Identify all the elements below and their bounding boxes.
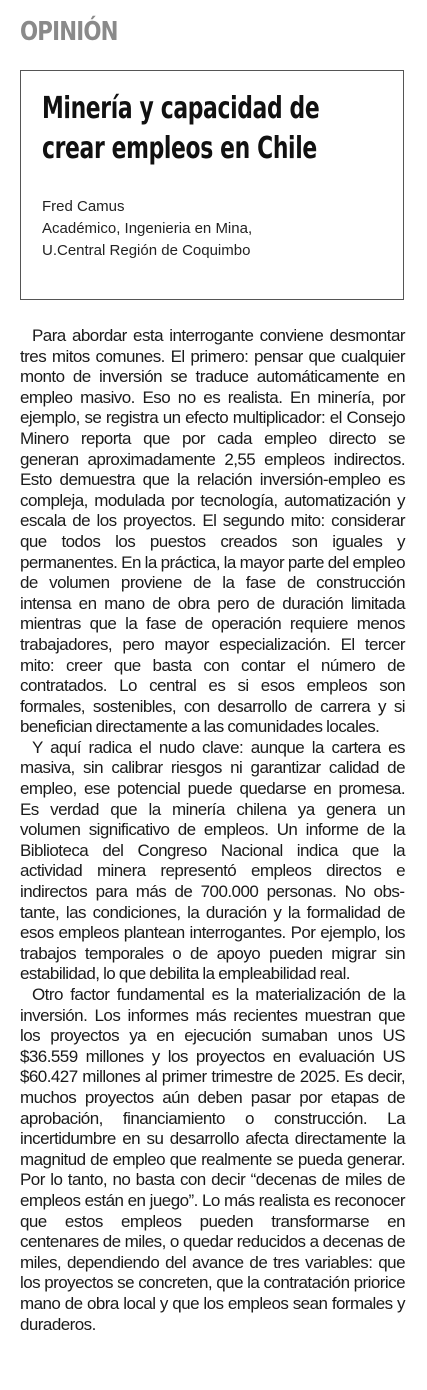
headline-line-2: crear empleos en Chile: [42, 131, 317, 166]
headline-box: [20, 70, 404, 300]
article-body: [20, 326, 405, 1335]
section-label: OPINIÓN: [20, 17, 118, 47]
paragraph-1: Para abordar esta interrogante conviene desmontar tres mitos comunes. El primero: pensar que cualquier monto de inversión se traduce automáticamente en empleo masivo. Eso no es realista. En minería, por ejemplo, se registra un efecto multiplicador: el Consejo Minero reporta que por cada empleo directo se generan aproximadamente 2,55 empleos indirectos. Esto demuestra que la relación inversión-empleo es compleja, modulada por tecnología, automatización y escala de los proyectos. El segundo mito: considerar que todos los puestos creados son iguales y permanentes. En la práctica, la mayor parte del empleo de volumen proviene de la fase de construcción intensa en mano de obra pero de duración limitada mientras que la fase de operación requiere menos trabajadores, pero mayor especialización. El tercer mito: creer que basta con contar el número de contratados. Lo central es si esos empleos son formales, sostenibles, con desarrollo de carrera y si benefician directamente a las comunidades locales.: [20, 326, 405, 737]
paragraph-2: Y aquí radica el nudo clave: aunque la cartera es masiva, sin calibrar riesgos ni garantizar calidad de empleo, ese potencial puede quedarse en promesa. Es verdad que la minería chilena ya genera un volumen significativo de empleos. Un informe de la Biblioteca del Congreso Nacional indica que la actividad minera representó empleos directos e indirectos para más de 700.000 personas. No obstante, las condiciones, la duración y la formalidad de esos empleos plantean interrogantes. Por ejemplo, los trabajos temporales o de apoyo pueden migrar sin estabilidad, lo que debilita la empleabilidad real.: [20, 737, 405, 984]
author-name: Fred Camus: [42, 198, 125, 215]
article-headline: [42, 89, 378, 169]
paragraph-3: Otro factor fundamental es la materialización de la inversión. Los informes más recientes muestran que los proyectos ya en ejecución sumaban unos US $36.559 millones y los proyectos en evaluación US $60.427 millones al primer trimestre de 2025. Es decir, muchos proyectos aún deben pasar por etapas de aprobación, financiamiento o construcción. La incertidumbre en su desarrollo afecta directamente la magnitud de empleo que realmente se pueda generar. Por lo tanto, no basta con decir “decenas de miles de empleos están en juego”. Lo más realista es reconocer que estos empleos pueden transformarse en centenares de miles, o quedar reducidos a decenas de miles, dependiendo del avance de tres variables: que los proyectos se concreten, que la contratación priorice mano de obra local y que los empleos sean formales y duraderos.: [20, 985, 405, 1334]
author-role: Académico, Ingenieria en Mina,: [42, 220, 253, 237]
author-affiliation: U.Central Región de Coquimbo: [42, 242, 251, 259]
headline-line-1: Minería y capacidad de: [42, 91, 320, 126]
byline: [42, 196, 252, 262]
